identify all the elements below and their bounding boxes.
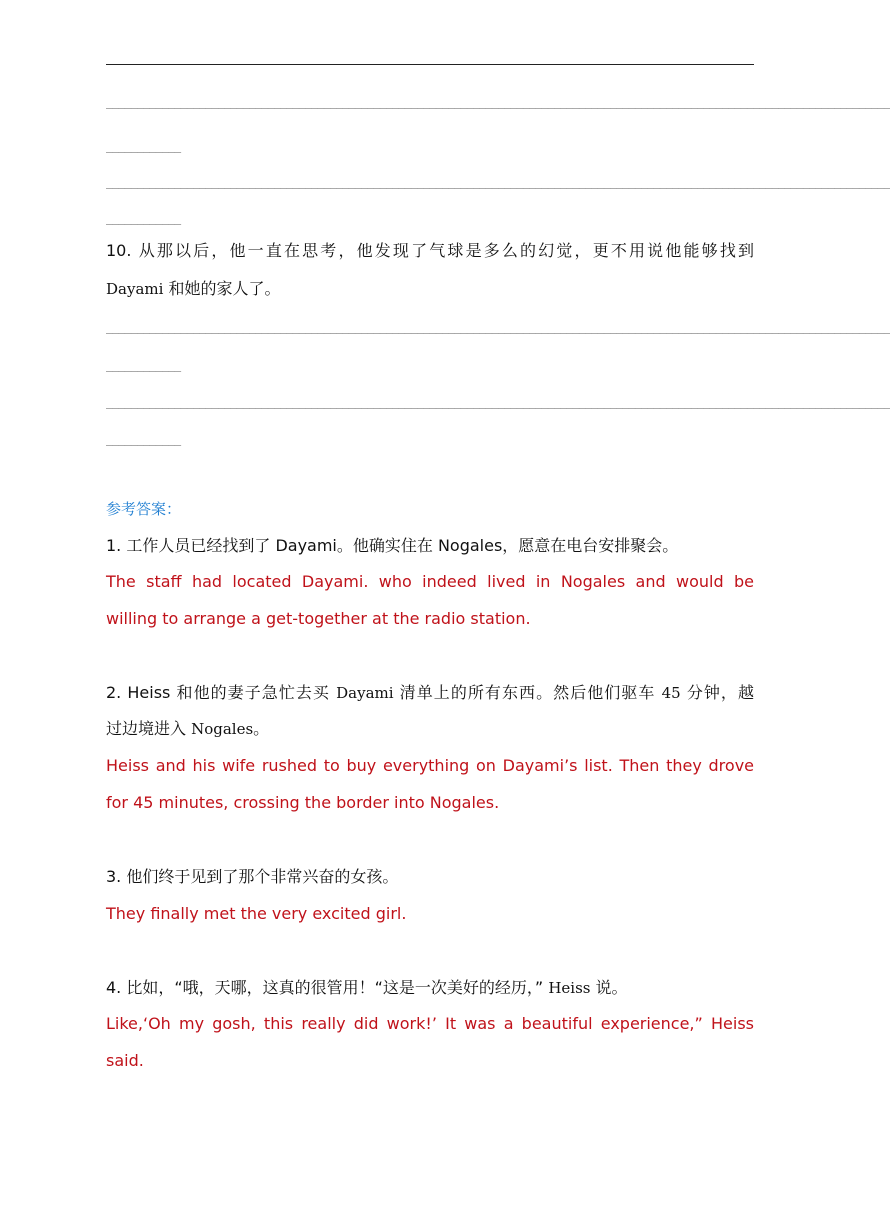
question-10-line1: 10. 从那以后，他一直在思考，他发现了气球是多么的幻觉，更不用说他能够找到: [106, 241, 754, 260]
answer-2-text-b: 清单上的所有东西。然后他们驱车: [393, 683, 662, 702]
answer-blank-line-end: ____________: [106, 433, 181, 446]
answer-line: [106, 64, 754, 65]
answer-2-english-line2: for 45 minutes, crossing the border into Nogales.: [106, 793, 500, 812]
answer-2-chinese-line2: [106, 718, 754, 740]
name-text: Heiss: [548, 979, 591, 997]
name-text: Dayami: [336, 684, 394, 702]
answer-3-chinese: 3. 他们终于见到了那个非常兴奋的女孩。: [106, 867, 399, 886]
question-10-line2: [106, 278, 754, 300]
answer-2-english-line1: Heiss and his wife rushed to buy everything on Dayami’s list. Then they drove: [106, 756, 754, 775]
number-text: 45: [661, 684, 681, 702]
answer-blank-line-end: ____________: [106, 140, 181, 153]
answer-3-english: They finally met the very excited girl.: [106, 904, 407, 923]
answer-blank-line: ______________________________________________________________________________________________________________________________: [106, 96, 890, 109]
answer-blank-line: ______________________________________________________________________________________________________________________________: [106, 321, 890, 334]
answer-blank-line-end: ____________: [106, 359, 181, 372]
name-text: Nogales: [191, 720, 254, 738]
name-text: Dayami: [106, 280, 164, 298]
answer-2-text-a: 2. Heiss 和他的妻子急忙去买: [106, 683, 337, 702]
answer-blank-line-end: ____________: [106, 212, 181, 225]
answer-2-text-c: 分钟，越: [680, 683, 754, 702]
answer-2-text-d: 过边境进入: [106, 719, 192, 738]
answer-4-text-b: 说。: [590, 978, 628, 997]
answer-2-chinese-line1: [106, 682, 754, 704]
answer-1-english-line2: willing to arrange a get-together at the radio station.: [106, 609, 531, 628]
answer-1-english-line1: The staff had located Dayami. who indeed lived in Nogales and would be: [106, 572, 754, 591]
question-10-line2-rest: 和她的家人了。: [163, 279, 281, 298]
answer-1-chinese: 1. 工作人员已经找到了 Dayami。他确实住在 Nogales，愿意在电台安排聚会。: [106, 536, 679, 555]
answers-heading: 参考答案：: [106, 500, 182, 518]
answer-4-text-a: 4. 比如，“哦，天哪，这真的很管用！“这是一次美好的经历，”: [106, 978, 549, 997]
answer-4-english-line1: Like,‘Oh my gosh, this really did work!’ It was a beautiful experience,” Heiss: [106, 1014, 754, 1033]
answer-2-text-e: 。: [253, 719, 270, 738]
answer-4-english-line2: said.: [106, 1051, 144, 1070]
answer-4-chinese: [106, 977, 754, 999]
answer-blank-line: ______________________________________________________________________________________________________________________________: [106, 396, 890, 409]
answer-blank-line: ______________________________________________________________________________________________________________________________: [106, 176, 890, 189]
